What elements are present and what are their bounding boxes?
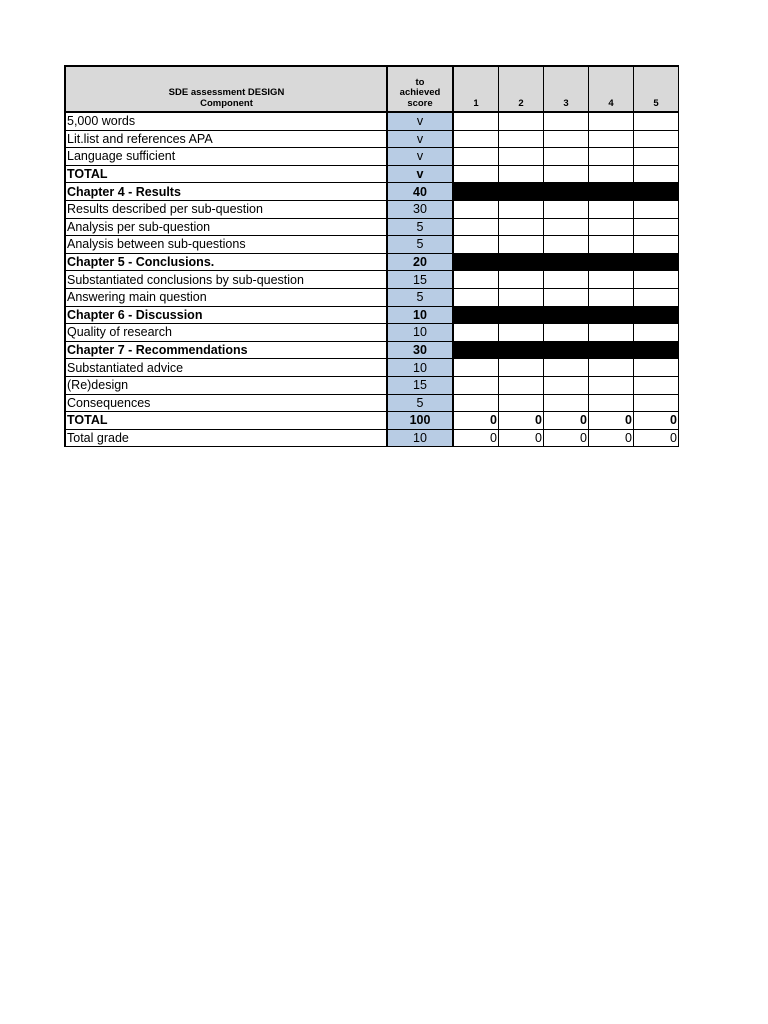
score-cell-4[interactable] [589,200,634,218]
row-score: 5 [387,218,453,236]
row-score: 100 [387,412,453,430]
table-row [65,376,679,394]
score-cell-4[interactable] [589,112,634,130]
score-cell-2[interactable] [499,394,544,412]
score-cell-2[interactable] [499,376,544,394]
row-label: TOTAL [65,165,387,183]
table-row [65,359,679,377]
score-cell-3[interactable] [544,359,589,377]
chapter-black-cell [499,253,544,271]
row-score: 10 [387,306,453,324]
chapter-black-cell [634,253,679,271]
score-cell-1[interactable] [453,359,499,377]
score-cell-3[interactable] [544,218,589,236]
score-cell-5[interactable] [634,130,679,148]
row-label: Chapter 4 - Results [65,183,387,201]
row-score: v [387,112,453,130]
score-cell-5[interactable] [634,271,679,289]
score-cell-5[interactable] [634,148,679,166]
component-header-line1: SDE assessment DESIGN [168,87,285,98]
table-body [65,112,679,447]
score-cell-1[interactable] [453,271,499,289]
score-cell-1[interactable] [453,200,499,218]
score-cell-5[interactable]: 0 [634,412,679,430]
row-label: TOTAL [65,412,387,430]
score-cell-5[interactable] [634,200,679,218]
chapter-black-cell [453,183,499,201]
score-cell-1[interactable] [453,394,499,412]
header-row [65,66,679,112]
score-cell-1[interactable] [453,236,499,254]
score-cell-4[interactable] [589,359,634,377]
row-label: Substantiated conclusions by sub-question [65,271,387,289]
chapter-black-cell [634,183,679,201]
score-cell-1[interactable] [453,288,499,306]
row-score: 10 [387,324,453,342]
score-cell-2[interactable]: 0 [499,412,544,430]
score-header-line1: to [415,76,425,88]
column-header-2: 2 [499,66,544,112]
table-row [65,183,679,201]
score-cell-3[interactable]: 0 [544,429,589,447]
table-row [65,130,679,148]
score-cell-1[interactable] [453,130,499,148]
score-cell-3[interactable] [544,288,589,306]
row-label: Substantiated advice [65,359,387,377]
score-cell-3[interactable] [544,236,589,254]
row-score: 30 [387,341,453,359]
row-score: 5 [387,236,453,254]
score-cell-3[interactable] [544,148,589,166]
row-label: Total grade [65,429,387,447]
score-cell-4[interactable]: 0 [589,429,634,447]
table-row [65,324,679,342]
score-cell-2[interactable] [499,236,544,254]
score-cell-1[interactable]: 0 [453,412,499,430]
component-header-line2: Component [200,97,253,109]
score-cell-4[interactable] [589,165,634,183]
chapter-black-cell [589,183,634,201]
row-label: Analysis per sub-question [65,218,387,236]
chapter-black-cell [544,306,589,324]
score-header [387,66,453,112]
row-label: Language sufficient [65,148,387,166]
score-cell-2[interactable] [499,271,544,289]
score-cell-4[interactable] [589,271,634,289]
table-row [65,412,679,430]
table-row [65,306,679,324]
row-score: 15 [387,271,453,289]
score-cell-5[interactable] [634,112,679,130]
table-row [65,288,679,306]
column-header-5: 5 [634,66,679,112]
score-cell-1[interactable] [453,148,499,166]
score-cell-3[interactable] [544,394,589,412]
score-cell-3[interactable] [544,271,589,289]
score-cell-3[interactable] [544,324,589,342]
row-label: Chapter 6 - Discussion [65,306,387,324]
score-cell-1[interactable] [453,165,499,183]
score-cell-5[interactable] [634,394,679,412]
score-cell-3[interactable] [544,165,589,183]
chapter-black-cell [634,341,679,359]
score-cell-2[interactable] [499,112,544,130]
score-header-line3: score [407,97,433,109]
chapter-black-cell [499,306,544,324]
score-cell-4[interactable] [589,236,634,254]
score-cell-5[interactable] [634,288,679,306]
row-score: 20 [387,253,453,271]
score-cell-3[interactable]: 0 [544,412,589,430]
score-cell-1[interactable] [453,376,499,394]
table-row [65,165,679,183]
score-cell-5[interactable] [634,324,679,342]
chapter-black-cell [589,306,634,324]
row-label: Lit.list and references APA [65,130,387,148]
score-cell-1[interactable]: 0 [453,429,499,447]
column-header-4: 4 [589,66,634,112]
chapter-black-cell [499,341,544,359]
score-cell-4[interactable] [589,288,634,306]
score-cell-3[interactable] [544,130,589,148]
score-cell-2[interactable] [499,324,544,342]
score-cell-3[interactable] [544,200,589,218]
score-cell-2[interactable] [499,218,544,236]
row-label: Answering main question [65,288,387,306]
score-cell-5[interactable] [634,376,679,394]
row-score: 10 [387,359,453,377]
score-cell-2[interactable] [499,359,544,377]
score-cell-4[interactable] [589,324,634,342]
chapter-black-cell [544,183,589,201]
score-cell-4[interactable] [589,376,634,394]
table-row [65,236,679,254]
row-label: Chapter 7 - Recommendations [65,341,387,359]
row-label: Results described per sub-question [65,200,387,218]
assessment-table [64,65,679,447]
score-cell-2[interactable] [499,165,544,183]
score-cell-2[interactable]: 0 [499,429,544,447]
chapter-black-cell [499,183,544,201]
chapter-black-cell [589,341,634,359]
score-cell-1[interactable] [453,324,499,342]
component-header [65,66,387,112]
chapter-black-cell [453,253,499,271]
score-cell-5[interactable] [634,359,679,377]
row-score: v [387,165,453,183]
row-score: 40 [387,183,453,201]
score-cell-4[interactable] [589,218,634,236]
row-label: 5,000 words [65,112,387,130]
row-score: 5 [387,394,453,412]
score-cell-2[interactable] [499,200,544,218]
row-label: Consequences [65,394,387,412]
score-cell-2[interactable] [499,148,544,166]
score-cell-4[interactable] [589,394,634,412]
table-row [65,148,679,166]
score-cell-5[interactable] [634,165,679,183]
score-cell-2[interactable] [499,130,544,148]
table-row [65,112,679,130]
row-label: Quality of research [65,324,387,342]
chapter-black-cell [589,253,634,271]
score-cell-1[interactable] [453,218,499,236]
table-row [65,271,679,289]
table-row [65,394,679,412]
score-cell-4[interactable] [589,148,634,166]
table-row [65,429,679,447]
chapter-black-cell [544,341,589,359]
score-cell-3[interactable] [544,376,589,394]
score-cell-4[interactable] [589,130,634,148]
column-header-1: 1 [453,66,499,112]
row-score: 30 [387,200,453,218]
table-row [65,253,679,271]
column-header-3: 3 [544,66,589,112]
row-label: Analysis between sub-questions [65,236,387,254]
row-score: v [387,130,453,148]
table-row [65,341,679,359]
chapter-black-cell [544,253,589,271]
chapter-black-cell [453,341,499,359]
score-cell-4[interactable]: 0 [589,412,634,430]
row-score: 5 [387,288,453,306]
score-cell-5[interactable] [634,236,679,254]
row-score: 15 [387,376,453,394]
row-score: v [387,148,453,166]
row-label: (Re)design [65,376,387,394]
score-cell-5[interactable] [634,218,679,236]
chapter-black-cell [453,306,499,324]
score-cell-5[interactable]: 0 [634,429,679,447]
chapter-black-cell [634,306,679,324]
row-label: Chapter 5 - Conclusions. [65,253,387,271]
score-cell-2[interactable] [499,288,544,306]
table-row [65,200,679,218]
score-cell-3[interactable] [544,112,589,130]
row-score: 10 [387,429,453,447]
score-header-line2: achieved [399,87,441,98]
score-cell-1[interactable] [453,112,499,130]
table-row [65,218,679,236]
